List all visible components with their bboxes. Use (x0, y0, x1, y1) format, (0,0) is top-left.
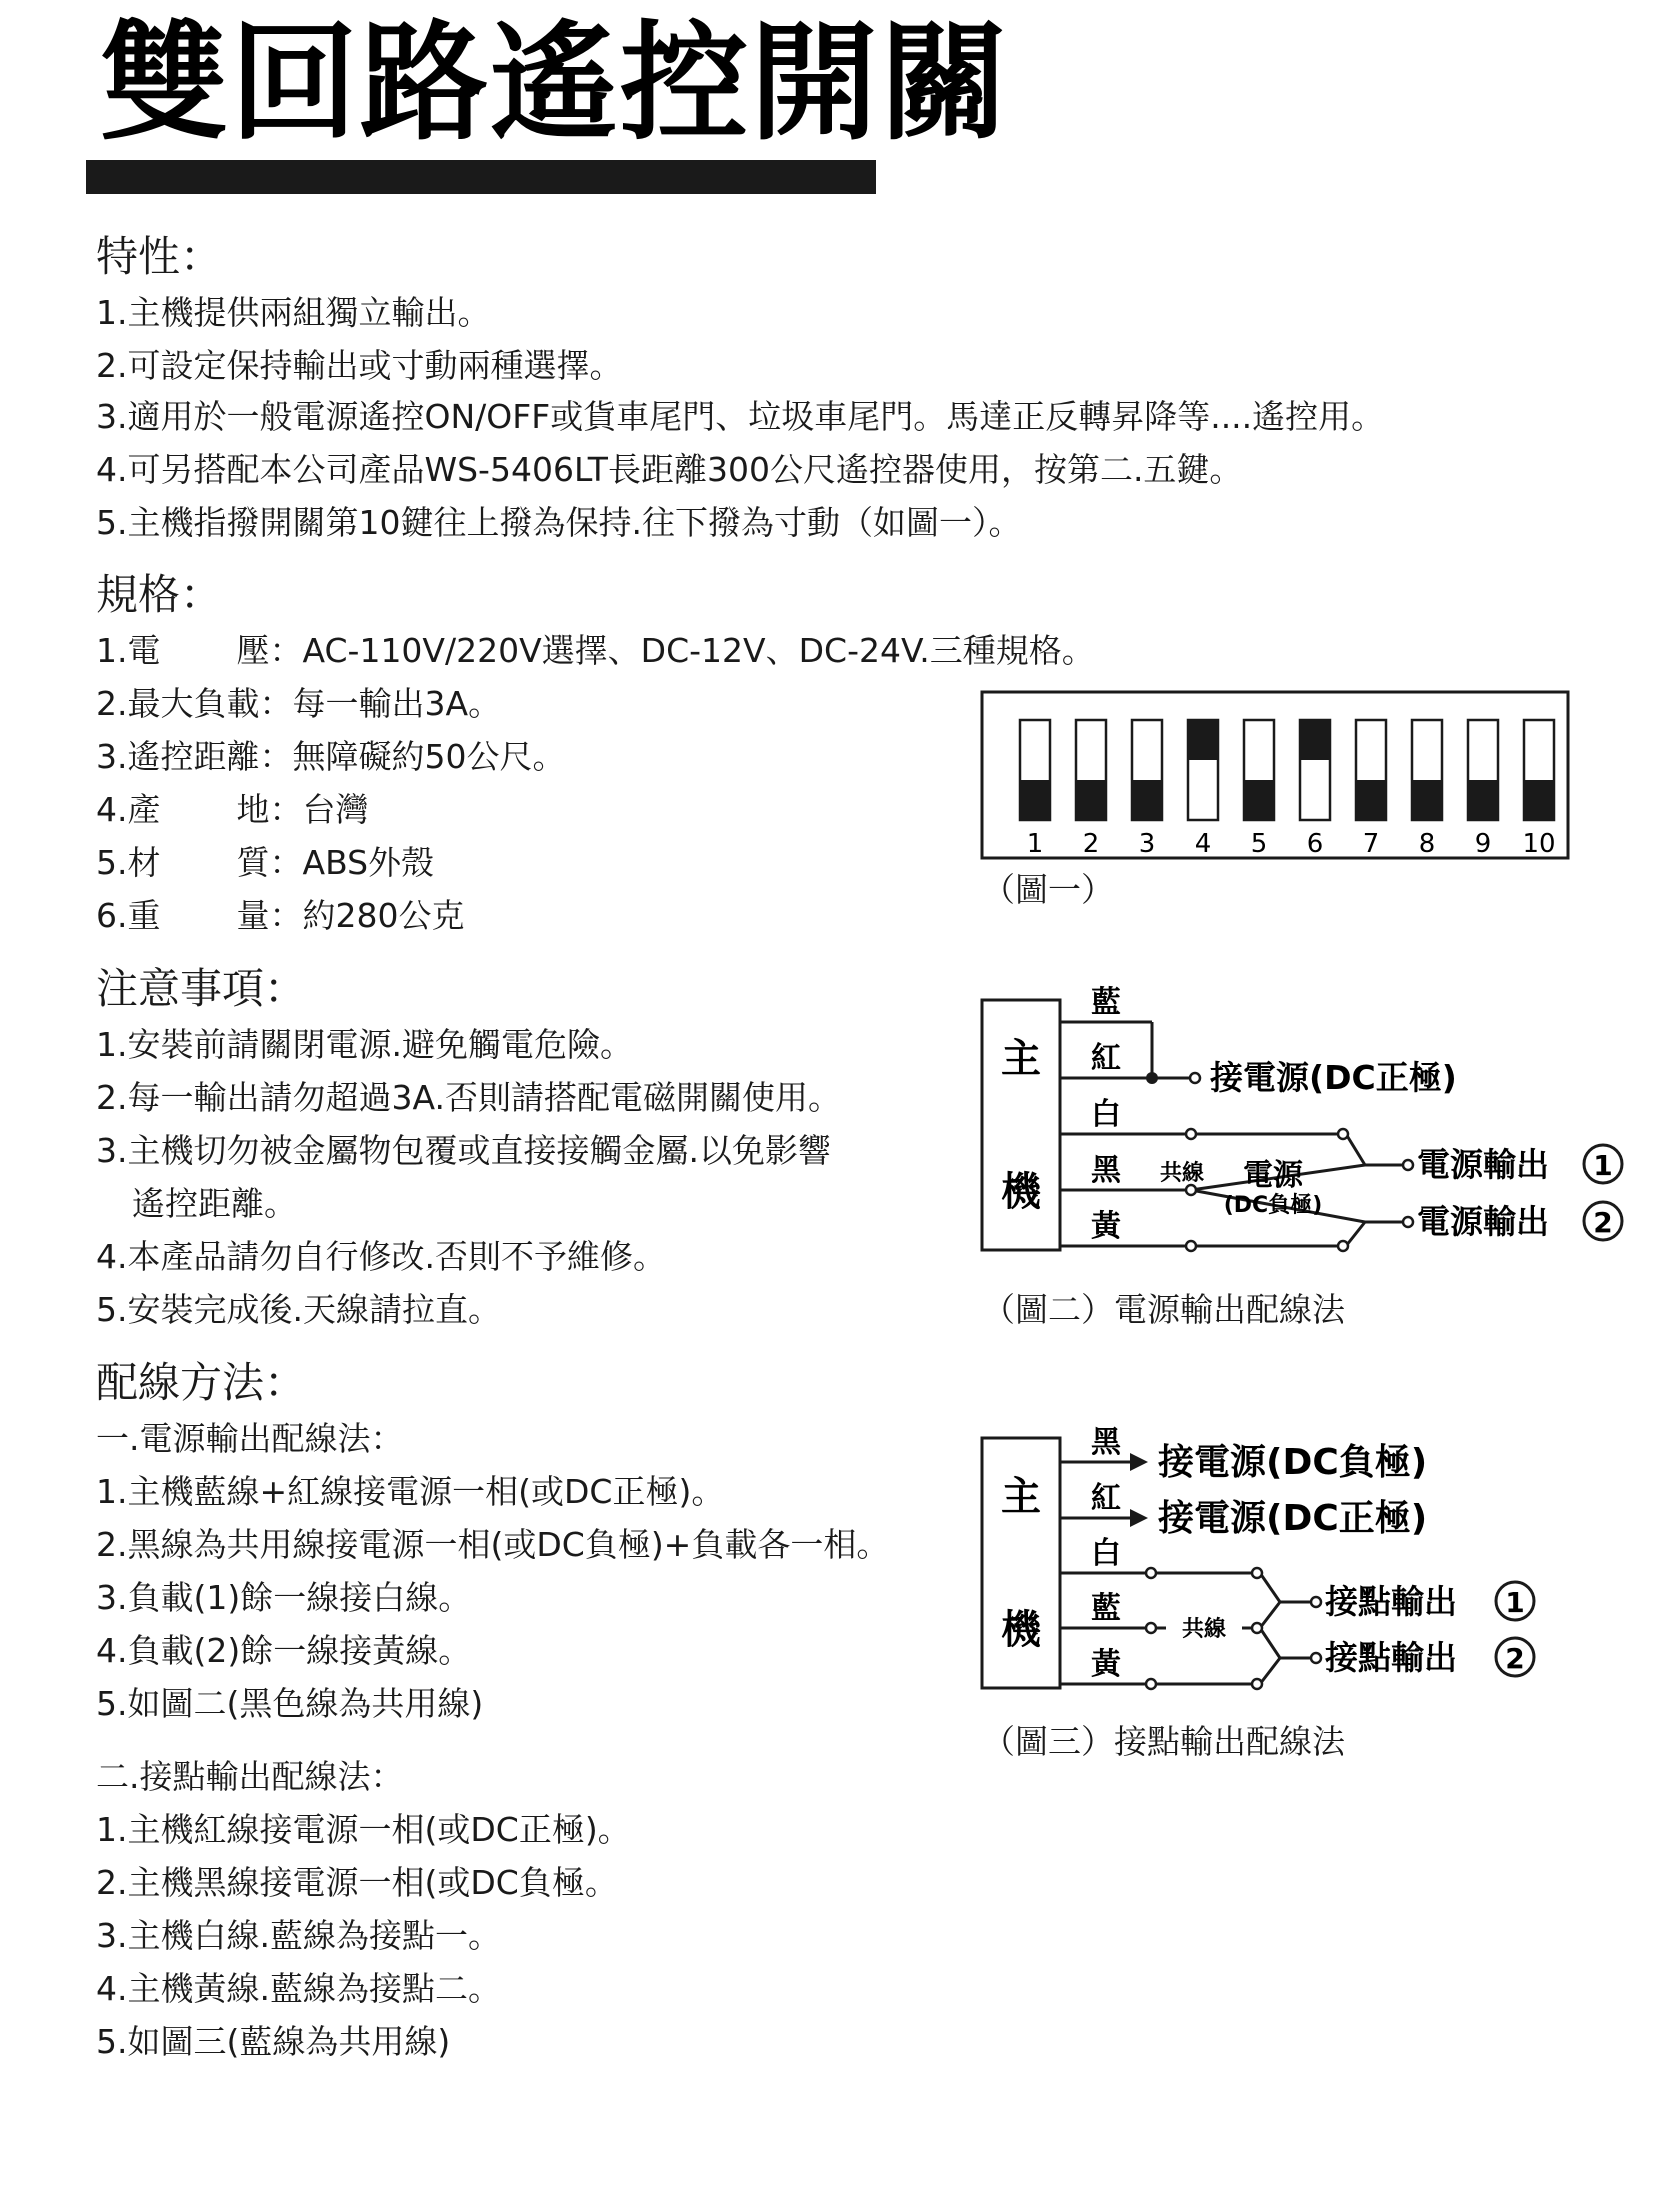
common-wire-label: 共線 (1181, 1617, 1227, 1642)
dip-switch-number: 6 (1306, 829, 1324, 859)
wire-label: 藍 (1091, 985, 1121, 1020)
features-heading: 特性： (96, 232, 223, 281)
specs-heading: 規格： (96, 570, 223, 619)
dip-switch-number: 4 (1194, 829, 1212, 859)
power-wiring-diagram (980, 980, 1640, 1280)
spec-label: 地 (236, 790, 270, 829)
dip-switch-7 (1356, 720, 1386, 859)
dip-switch-knob (1132, 780, 1162, 820)
power-wiring-item: 4.負載(2)餘一線接黃線。 (96, 1631, 472, 1670)
fig2-caption: （圖二）電源輸出配線法 (982, 1290, 1345, 1329)
dip-switch-knob (1244, 780, 1274, 820)
dip-switch-knob (1076, 780, 1106, 820)
spec-value: ：約280公克 (269, 896, 465, 935)
spec-label: 5.材 (96, 843, 161, 882)
contact-wiring-diagram (980, 1418, 1580, 1718)
positive-connection-label: 接電源(DC正極) (1158, 1498, 1428, 1539)
wire-label: 藍 (1091, 1591, 1121, 1626)
dip-switch-number: 8 (1418, 829, 1436, 859)
note-item: 4.本產品請勿自行修改.否則不予維修。 (96, 1237, 666, 1276)
note-item: 5.安裝完成後.天線請拉直。 (96, 1290, 501, 1329)
wiring-section (96, 1354, 956, 2068)
spec-label: 1.電 (96, 631, 161, 670)
dip-switch-number: 1 (1026, 829, 1044, 859)
power-wiring-item: 5.如圖二(黑色線為共用線) (96, 1684, 484, 1723)
notes-heading: 注意事項： (96, 964, 307, 1013)
host-label: 機 (1001, 1607, 1041, 1653)
dip-switch-knob (1356, 780, 1386, 820)
spec-value: ：AC-110V/220V選擇、DC-12V、DC-24V.三種規格。 (269, 631, 1095, 670)
output-number: 2 (1505, 1642, 1525, 1675)
spec-label: 3.遙控距離 (96, 737, 260, 776)
wire-label: 紅 (1091, 1481, 1121, 1516)
dip-switch-5 (1244, 720, 1274, 859)
feature-item: 3.適用於一般電源遙控ON/OFF或貨車尾門、垃圾車尾門。馬達正反轉昇降等....遙控用。 (96, 397, 1385, 436)
dip-switch-number: 5 (1250, 829, 1268, 859)
wire-label: 白 (1091, 1097, 1121, 1132)
spec-label: 6.重 (96, 896, 161, 935)
power-wiring-heading: 一.電源輸出配線法： (96, 1419, 404, 1458)
source-label: 電源 (1243, 1158, 1303, 1193)
wire-label: 黑 (1091, 1153, 1121, 1188)
spec-item (96, 836, 956, 889)
power-wiring-item: 2.黑線為共用線接電源一相(或DC負極)+負載各一相。 (96, 1525, 890, 1564)
contact-wiring-item: 1.主機紅線接電源一相(或DC正極)。 (96, 1810, 631, 1849)
spec-value: ：台灣 (269, 790, 369, 829)
negative-connection-label: 接電源(DC負極) (1158, 1442, 1428, 1483)
source-sub-label: (DC負極) (1223, 1193, 1323, 1218)
dip-switch-8 (1412, 720, 1442, 859)
power-wiring-item: 1.主機藍線+紅線接電源一相(或DC正極)。 (96, 1472, 725, 1511)
spec-item (96, 783, 956, 836)
note-item: 1.安裝前請關閉電源.避免觸電危險。 (96, 1025, 633, 1064)
dip-switch-knob (1412, 780, 1442, 820)
title-underline-bar (86, 160, 876, 194)
spec-value: ：無障礙約50公尺。 (259, 737, 566, 776)
wire-label: 黃 (1091, 1209, 1121, 1244)
host-label: 主 (1001, 1474, 1041, 1520)
output-label: 接點輸出 (1325, 1582, 1457, 1621)
spec-label: 2.最大負載 (96, 684, 260, 723)
dip-switch-number: 10 (1522, 829, 1556, 859)
dip-switch-6 (1300, 720, 1330, 859)
note-item: 2.每一輸出請勿超過3A.否則請搭配電磁開關使用。 (96, 1078, 841, 1117)
dip-switch-number: 7 (1362, 829, 1380, 859)
output-number: 1 (1505, 1586, 1525, 1619)
output-label: 電源輸出 (1417, 1202, 1549, 1241)
dip-switch-knob (1300, 720, 1330, 760)
dip-switch-knob (1020, 780, 1050, 820)
wire-label: 白 (1091, 1536, 1121, 1571)
spec-item (96, 889, 956, 942)
contact-wiring-item: 5.如圖三(藍線為共用線) (96, 2022, 451, 2061)
output-label: 電源輸出 (1417, 1145, 1549, 1184)
dip-switch-2 (1076, 720, 1106, 859)
host-label: 機 (1001, 1169, 1041, 1215)
dip-switch-9 (1468, 720, 1498, 859)
fig1-caption: （圖一） (982, 870, 1114, 909)
dip-switch-number: 3 (1138, 829, 1156, 859)
output-number: 1 (1593, 1149, 1613, 1182)
terminal-dots (1146, 1568, 1321, 1689)
output-number: 2 (1593, 1206, 1613, 1239)
wire-label: 黃 (1091, 1647, 1121, 1682)
dip-switch-10 (1522, 720, 1555, 859)
contact-wiring-item: 2.主機黑線接電源一相(或DC負極。 (96, 1863, 618, 1902)
wire-label: 黑 (1091, 1425, 1121, 1460)
contact-wiring-item: 4.主機黃線.藍線為接點二。 (96, 1969, 501, 2008)
power-connection-label: 接電源(DC正極) (1210, 1058, 1457, 1097)
dip-switch-4 (1188, 720, 1218, 859)
spec-value: ：ABS外殼 (269, 843, 435, 882)
output-label: 接點輸出 (1325, 1638, 1457, 1677)
spec-label: 4.產 (96, 790, 161, 829)
note-item: 3.主機切勿被金屬物包覆或直接接觸金屬.以免影響 (96, 1131, 831, 1170)
note-item: 遙控距離。 (132, 1184, 297, 1223)
dip-switch-figure (980, 690, 1570, 870)
page-title: 雙回路遙控開關 (100, 9, 1011, 158)
notes-section (96, 960, 956, 1336)
spec-label: 量 (236, 896, 270, 935)
common-wire-label: 共線 (1160, 1161, 1205, 1186)
power-wiring-item: 3.負載(1)餘一線接白線。 (96, 1578, 472, 1617)
spec-item (96, 624, 1095, 677)
wiring-heading: 配線方法： (96, 1358, 307, 1407)
host-label: 主 (1001, 1036, 1041, 1082)
spec-value: ：每一輸出3A。 (259, 684, 502, 723)
dip-switch-knob (1188, 720, 1218, 760)
features-section (96, 228, 956, 392)
dip-switch-number: 9 (1474, 829, 1492, 859)
feature-item: 4.可另搭配本公司產品WS-5406LT長距離300公尺遙控器使用，按第二.五鍵。 (96, 450, 1243, 489)
spec-item (96, 677, 956, 730)
dip-switch-3 (1132, 720, 1162, 859)
feature-item: 1.主機提供兩組獨立輸出。 (96, 293, 491, 332)
contact-wiring-item: 3.主機白線.藍線為接點一。 (96, 1916, 501, 1955)
fig3-caption: （圖三）接點輸出配線法 (982, 1722, 1345, 1761)
contact-wiring-heading: 二.接點輸出配線法： (96, 1757, 404, 1796)
spec-item (96, 730, 956, 783)
dip-switch-1 (1020, 720, 1050, 859)
spec-label: 質 (236, 843, 270, 882)
dip-switch-number: 2 (1082, 829, 1100, 859)
dip-switch-knob (1524, 780, 1554, 820)
feature-item: 2.可設定保持輸出或寸動兩種選擇。 (96, 346, 623, 385)
spec-label: 壓 (236, 631, 270, 670)
dip-switch-knob (1468, 780, 1498, 820)
wire-label: 紅 (1091, 1041, 1121, 1076)
feature-item: 5.主機指撥開關第10鍵往上撥為保持.往下撥為寸動（如圖一）。 (96, 503, 1022, 542)
